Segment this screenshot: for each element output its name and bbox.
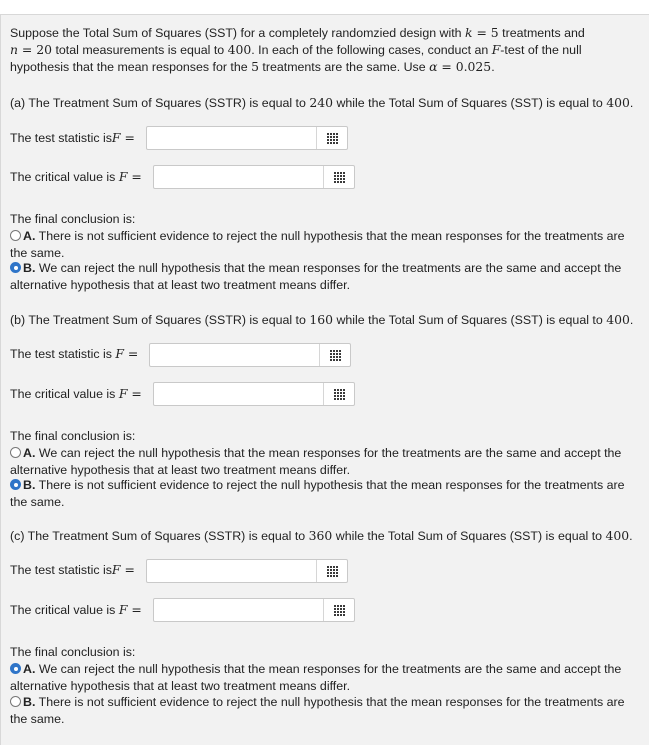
- part-a-conclusion-label: The final conclusion is:: [10, 212, 136, 226]
- part-b-test-statistic-input[interactable]: [149, 343, 351, 367]
- radio-button[interactable]: [10, 262, 21, 273]
- part-a-test-label: The test statistic isF =: [10, 130, 135, 145]
- part-c-test-statistic-input[interactable]: [146, 559, 348, 583]
- radio-button[interactable]: [10, 663, 21, 674]
- part-c-option-b[interactable]: B. There is not sufficient evidence to reject the null hypothesis that the mean responses for the treatments are the same.: [10, 695, 625, 726]
- grid-icon[interactable]: [323, 383, 354, 405]
- grid-icon-glyph: [334, 389, 345, 400]
- grid-icon-glyph: [327, 133, 338, 144]
- part-b-critical-value-field[interactable]: [154, 383, 323, 405]
- grid-icon[interactable]: [323, 166, 354, 188]
- part-a-critical-label: The critical value is F =: [10, 169, 142, 184]
- part-b-critical-value-input[interactable]: [153, 382, 355, 406]
- grid-icon[interactable]: [319, 344, 350, 366]
- radio-button[interactable]: [10, 696, 21, 707]
- part-c-option-a[interactable]: A. We can reject the null hypothesis that the mean responses for the treatments are the same and accept the alternative hypothesis that at least two treatment means differ.: [10, 662, 622, 693]
- part-c-conclusion-label: The final conclusion is:: [10, 645, 136, 659]
- part-a-critical-value-input[interactable]: [153, 165, 355, 189]
- radio-button[interactable]: [10, 447, 21, 458]
- intro-line-2: n = 20 total measurements is equal to 400. In each of the following cases, conduct an F-test of the null: [10, 42, 582, 57]
- question-panel: [0, 14, 649, 745]
- part-a-option-a[interactable]: A. There is not sufficient evidence to reject the null hypothesis that the mean responses for the treatments are the same.: [10, 229, 625, 260]
- grid-icon[interactable]: [316, 560, 347, 582]
- part-c-heading: (c) The Treatment Sum of Squares (SSTR) is equal to 360 while the Total Sum of Squares (SST) is equal to 400.: [10, 528, 633, 543]
- part-c-critical-value-field[interactable]: [154, 599, 323, 621]
- radio-button[interactable]: [10, 230, 21, 241]
- part-b-heading: (b) The Treatment Sum of Squares (SSTR) is equal to 160 while the Total Sum of Squares (SST) is equal to 400.: [10, 312, 634, 327]
- part-c-test-statistic-field[interactable]: [147, 560, 316, 582]
- part-b-test-statistic-field[interactable]: [150, 344, 319, 366]
- part-b-option-a[interactable]: A. We can reject the null hypothesis that the mean responses for the treatments are the same and accept the alternative hypothesis that at least two treatment means differ.: [10, 446, 622, 477]
- part-b-conclusion-label: The final conclusion is:: [10, 429, 136, 443]
- part-b-option-b[interactable]: B. There is not sufficient evidence to reject the null hypothesis that the mean responses for the treatments are the same.: [10, 478, 625, 509]
- part-a-critical-value-field[interactable]: [154, 166, 323, 188]
- grid-icon-glyph: [327, 566, 338, 577]
- grid-icon[interactable]: [316, 127, 347, 149]
- part-a-test-statistic-input[interactable]: [146, 126, 348, 150]
- intro-line-3: hypothesis that the mean responses for the 5 treatments are the same. Use α = 0.025.: [10, 59, 495, 74]
- part-b-critical-label: The critical value is F =: [10, 386, 142, 401]
- part-c-test-label: The test statistic isF =: [10, 562, 135, 577]
- part-c-critical-label: The critical value is F =: [10, 602, 142, 617]
- part-b-test-label: The test statistic is F =: [10, 346, 139, 361]
- radio-button[interactable]: [10, 479, 21, 490]
- part-a-option-b[interactable]: B. We can reject the null hypothesis that the mean responses for the treatments are the same and accept the alternative hypothesis that at least two treatment means differ.: [10, 261, 622, 292]
- part-a-heading: (a) The Treatment Sum of Squares (SSTR) is equal to 240 while the Total Sum of Squares (SST) is equal to 400.: [10, 95, 634, 110]
- grid-icon-glyph: [330, 350, 341, 361]
- part-c-critical-value-input[interactable]: [153, 598, 355, 622]
- grid-icon-glyph: [334, 172, 345, 183]
- grid-icon-glyph: [334, 605, 345, 616]
- intro-line-1: Suppose the Total Sum of Squares (SST) for a completely randomzied design with k = 5 treatments and: [10, 25, 585, 40]
- grid-icon[interactable]: [323, 599, 354, 621]
- part-a-test-statistic-field[interactable]: [147, 127, 316, 149]
